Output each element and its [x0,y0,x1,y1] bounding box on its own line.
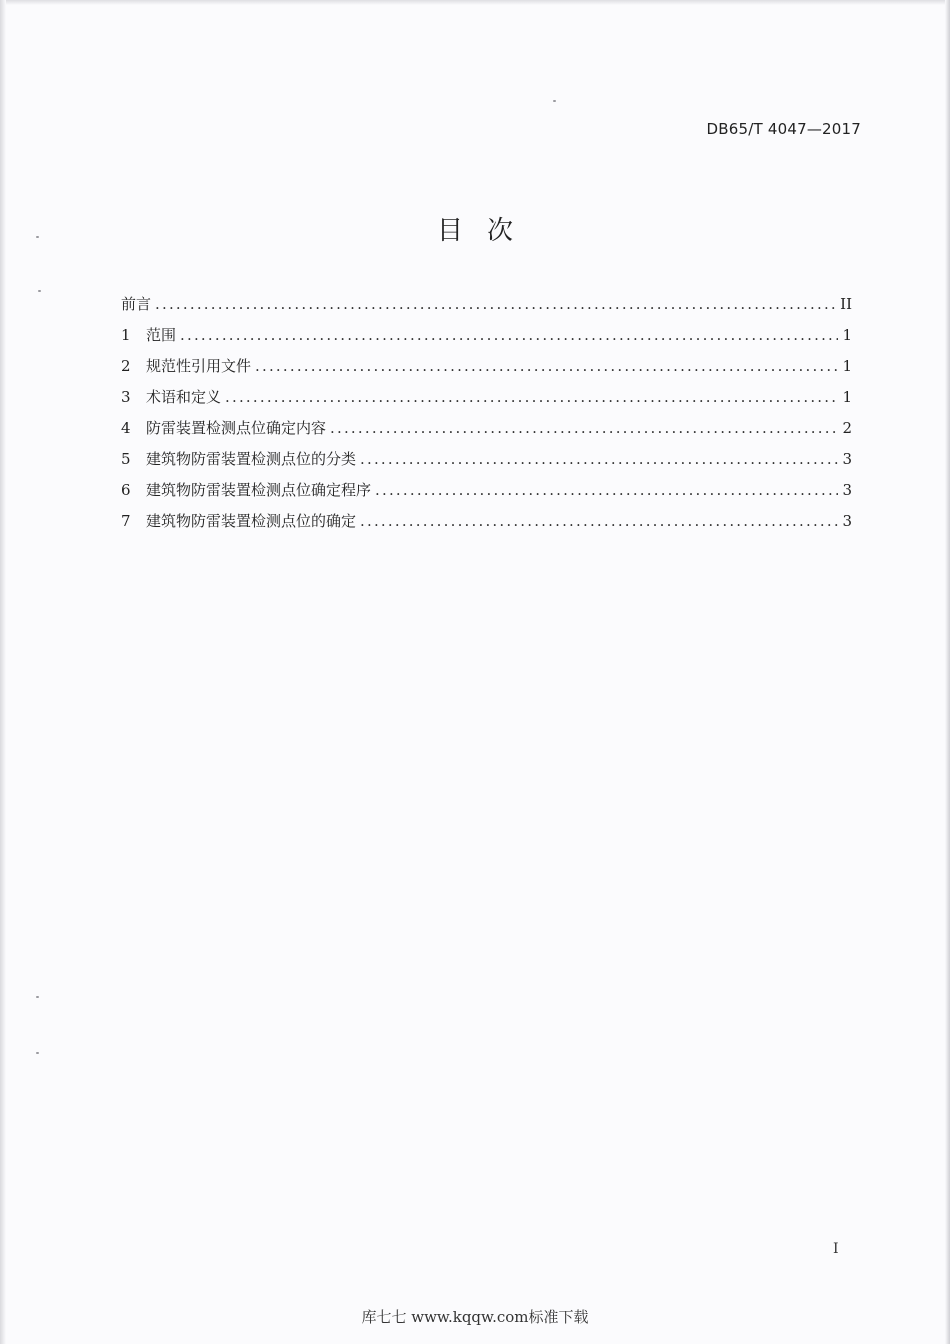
toc-leader-dots [255,353,838,379]
toc-entry-number: 7 [121,512,131,530]
toc-entry-7[interactable] [121,508,852,539]
toc-entry-6[interactable] [121,477,852,508]
toc-entry-1[interactable] [121,322,852,353]
toc-entry-page: II [840,295,852,313]
toc-entry-page: 1 [842,326,852,344]
scan-edge-top [0,0,950,5]
toc-entry-text: 术语和定义 [146,388,222,406]
toc-entry-text: 范围 [146,326,177,344]
toc-entry-text: 建筑物防雷装置检测点位确定程序 [146,481,372,499]
toc-entry-number: 2 [121,357,131,375]
toc-entry-4[interactable] [121,415,852,446]
toc-entry-number: 1 [121,326,131,344]
scan-edge-right [945,0,950,1344]
toc-leader-dots [225,384,838,410]
scan-speck [38,290,41,292]
toc-entry-3[interactable] [121,384,852,415]
toc-leader-dots [155,291,836,317]
toc-entry-text: 建筑物防雷装置检测点位的确定 [146,512,357,530]
toc-title: 目次 [436,216,537,246]
toc-entry-text: 规范性引用文件 [146,357,252,375]
toc-entry-page: 3 [842,450,852,468]
toc-entry-5[interactable] [121,446,852,477]
scan-speck [553,100,556,102]
toc-entry-text: 建筑物防雷装置检测点位的分类 [146,450,357,468]
toc-entry-number: 6 [121,481,131,499]
toc-entry-page: 1 [842,388,852,406]
toc-entry-foreword[interactable] [121,291,852,322]
toc-entry-number: 5 [121,450,131,468]
toc-leader-dots [330,415,838,441]
toc-leader-dots [180,322,838,348]
footer-watermark: 库七七 www.kqqw.com标准下载 [361,1308,589,1326]
toc-entry-number: 3 [121,388,131,406]
scan-edge-left [0,0,6,1344]
standard-number: DB65/T 4047—2017 [706,120,861,138]
toc-entry-2[interactable] [121,353,852,384]
toc-entry-page: 3 [842,512,852,530]
toc-leader-dots [360,508,838,534]
page-number: I [833,1241,839,1257]
toc-entry-text: 防雷装置检测点位确定内容 [146,419,327,437]
toc-entry-page: 2 [842,419,852,437]
toc-entry-page: 3 [842,481,852,499]
toc-entry-number: 4 [121,419,131,437]
toc-entry-text: 前言 [121,295,152,313]
toc-leader-dots [360,446,838,472]
scan-speck [36,996,39,998]
scan-speck [36,1052,39,1054]
toc-entry-page: 1 [842,357,852,375]
toc-leader-dots [375,477,838,503]
toc-list [121,291,852,539]
